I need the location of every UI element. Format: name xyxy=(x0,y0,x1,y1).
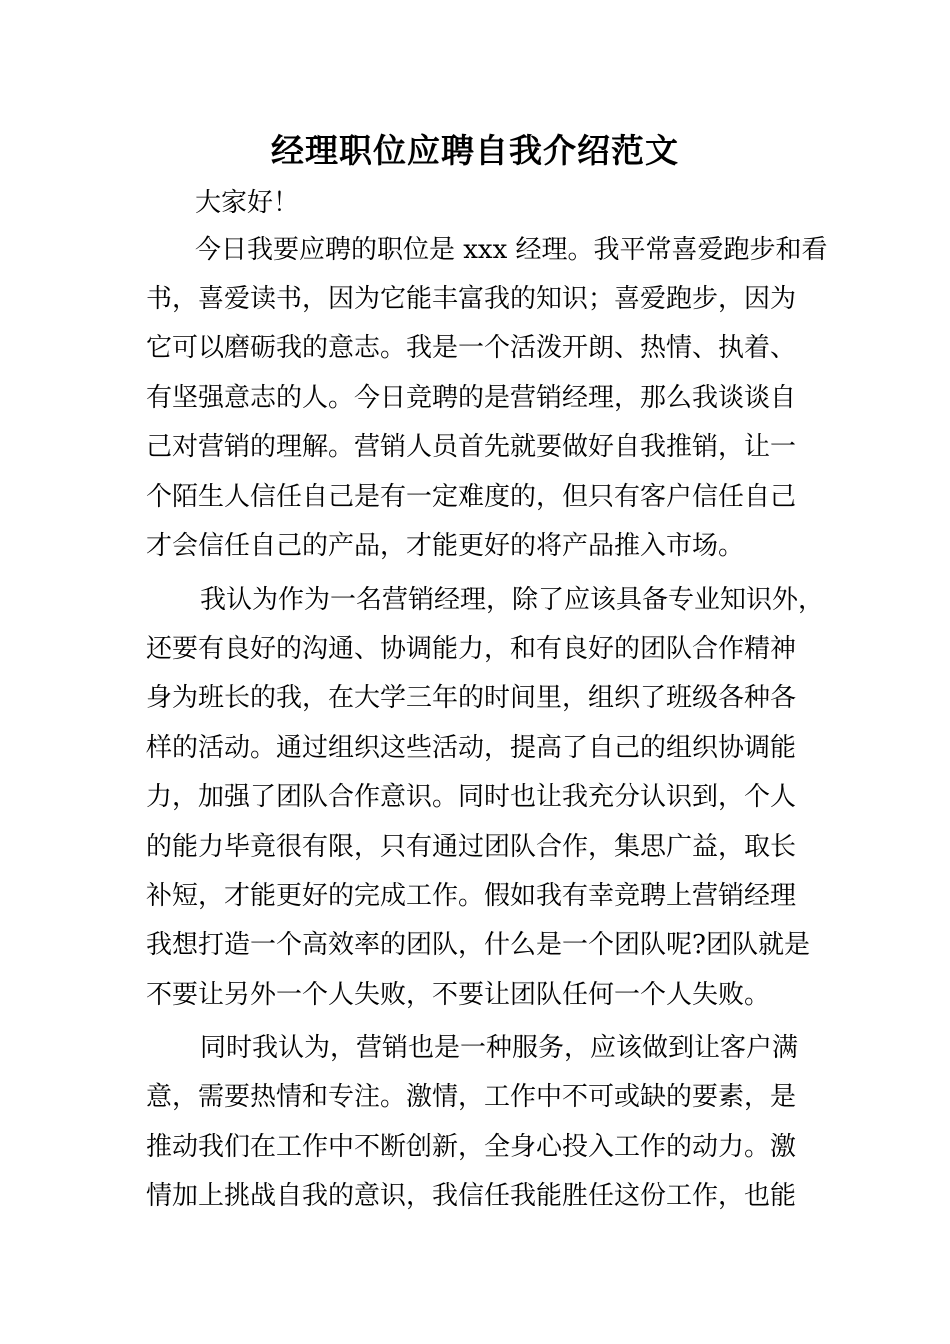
document-title: 经理职位应聘自我介绍范文 xyxy=(271,131,679,170)
body-line: 个陌生人信任自己是有一定难度的，但只有客户信任自己 xyxy=(146,482,797,512)
body-line: 我认为作为一名营销经理，除了应该具备专业知识外， xyxy=(200,585,825,615)
body-line: 它可以磨砺我的意志。我是一个活泼开朗、热情、执着、 xyxy=(146,333,797,363)
body-line: 书，喜爱读书，因为它能丰富我的知识；喜爱跑步，因为 xyxy=(146,284,797,314)
body-line: 推动我们在工作中不断创新，全身心投入工作的动力。激 xyxy=(146,1132,797,1162)
body-line: 己对营销的理解。营销人员首先就要做好自我推销，让一 xyxy=(146,432,797,462)
body-line: 力，加强了团队合作意识。同时也让我充分认识到，个人 xyxy=(146,782,797,812)
body-line: 的能力毕竟很有限，只有通过团队合作，集思广益，取长 xyxy=(146,832,797,862)
body-line: 我想打造一个高效率的团队，什么是一个团队呢?团队就是 xyxy=(146,930,810,960)
body-line: 还要有良好的沟通、协调能力，和有良好的团队合作精神 xyxy=(146,634,797,664)
body-line: 同时我认为，营销也是一种服务，应该做到让客户满 xyxy=(200,1033,799,1063)
body-line: 样的活动。通过组织这些活动，提高了自己的组织协调能 xyxy=(146,733,797,763)
body-line: 情加上挑战自我的意识，我信任我能胜任这份工作，也能 xyxy=(146,1181,797,1211)
body-line: 身为班长的我，在大学三年的时间里，组织了班级各种各 xyxy=(146,683,797,713)
greeting-line: 大家好！ xyxy=(195,188,300,218)
body-line: 不要让另外一个人失败，不要让团队任何一个人失败。 xyxy=(146,980,771,1010)
body-line: 今日我要应聘的职位是 xxx 经理。我平常喜爱跑步和看 xyxy=(195,235,828,265)
body-line: 才会信任自己的产品，才能更好的将产品推入市场。 xyxy=(146,531,745,561)
body-line: 补短，才能更好的完成工作。假如我有幸竞聘上营销经理 xyxy=(146,881,797,911)
body-line: 有坚强意志的人。今日竞聘的是营销经理，那么我谈谈自 xyxy=(146,383,797,413)
body-line: 意，需要热情和专注。激情，工作中不可或缺的要素，是 xyxy=(146,1082,797,1112)
